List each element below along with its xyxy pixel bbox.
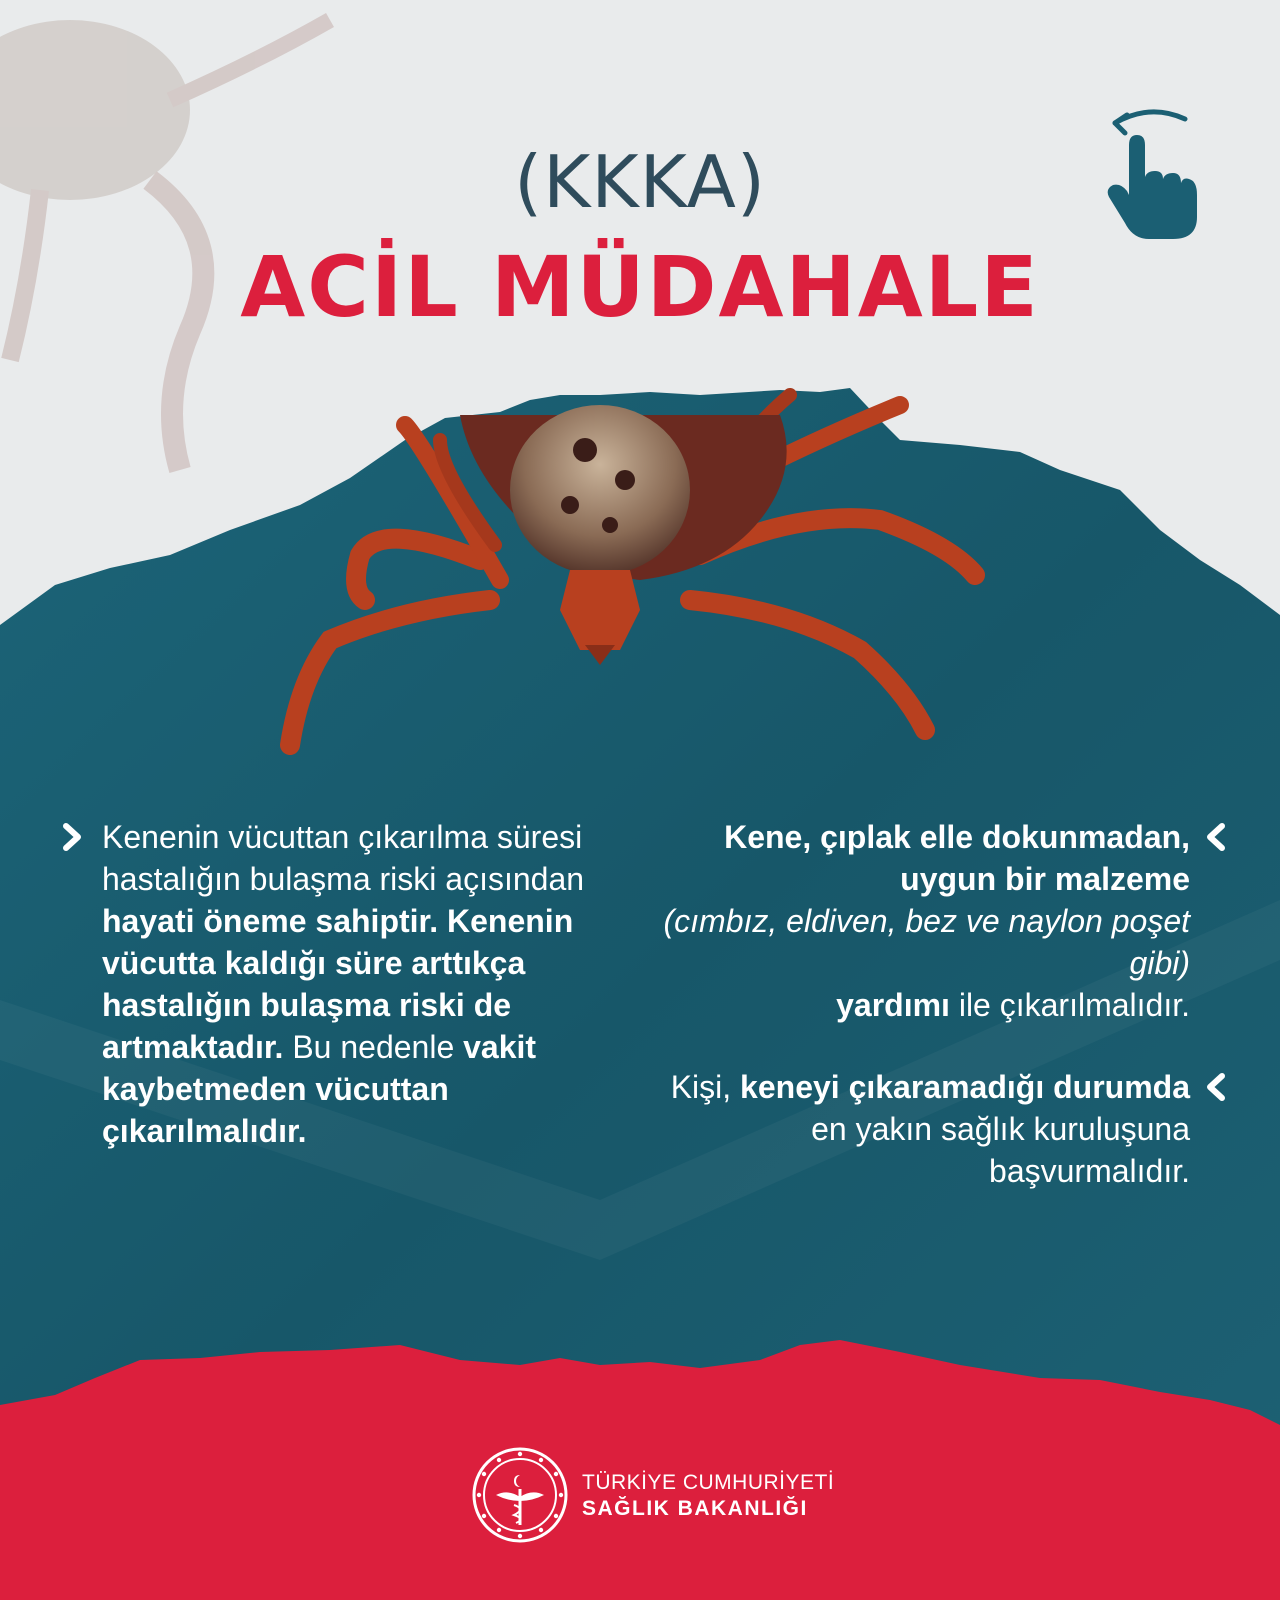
right-item-1-bold-1: Kene, çıplak elle dokunmadan, uygun bir malzeme: [724, 819, 1190, 897]
right-item-1-bold-2: yardımı: [836, 987, 950, 1023]
right-item-2: [640, 1066, 1190, 1192]
right-item-2-bold: keneyi çıkaramadığı durumda: [740, 1069, 1190, 1105]
chevron-left-icon: [1204, 1072, 1226, 1102]
left-item-text-1: Kenenin vücuttan çıkarılma süresi hastalığın bulaşma riski açısından: [102, 819, 585, 897]
ministry-emblem-icon: [470, 1445, 570, 1545]
footer-ministry-name: [582, 1470, 834, 1522]
chevron-left-icon: [1204, 822, 1226, 852]
right-item-1: [640, 816, 1190, 1026]
right-item-2-text-1: Kişi,: [670, 1069, 741, 1105]
right-item-1-text: ile çıkarılmalıdır.: [949, 987, 1190, 1023]
swipe-hand-icon: [1105, 105, 1205, 245]
page-title: ACİL MÜDAHALE: [240, 238, 1040, 336]
right-item-2-text-2: en yakın sağlık kuruluşuna başvurmalıdır.: [811, 1111, 1190, 1189]
subtitle: (KKKA): [514, 140, 766, 224]
left-item-text-2: Bu nedenle: [283, 1029, 464, 1065]
footer-line-2: SAĞLIK BAKANLIĞI: [582, 1497, 808, 1520]
left-item: [102, 816, 622, 1152]
left-item-bold-2: vakit kaybetmeden vücuttan çıkarılmalıdır.: [102, 1029, 537, 1149]
left-item-bold-1: hayati öneme sahiptir. Kenenin vücutta kaldığı süre arttıkça hastalığın bulaşma riski de artmaktadır.: [102, 903, 574, 1065]
right-item-1-italic: (cımbız, eldiven, bez ve naylon poşet gibi): [663, 903, 1190, 981]
chevron-right-icon: [62, 822, 84, 852]
footer-line-1: TÜRKİYE CUMHURİYETİ: [582, 1471, 835, 1494]
